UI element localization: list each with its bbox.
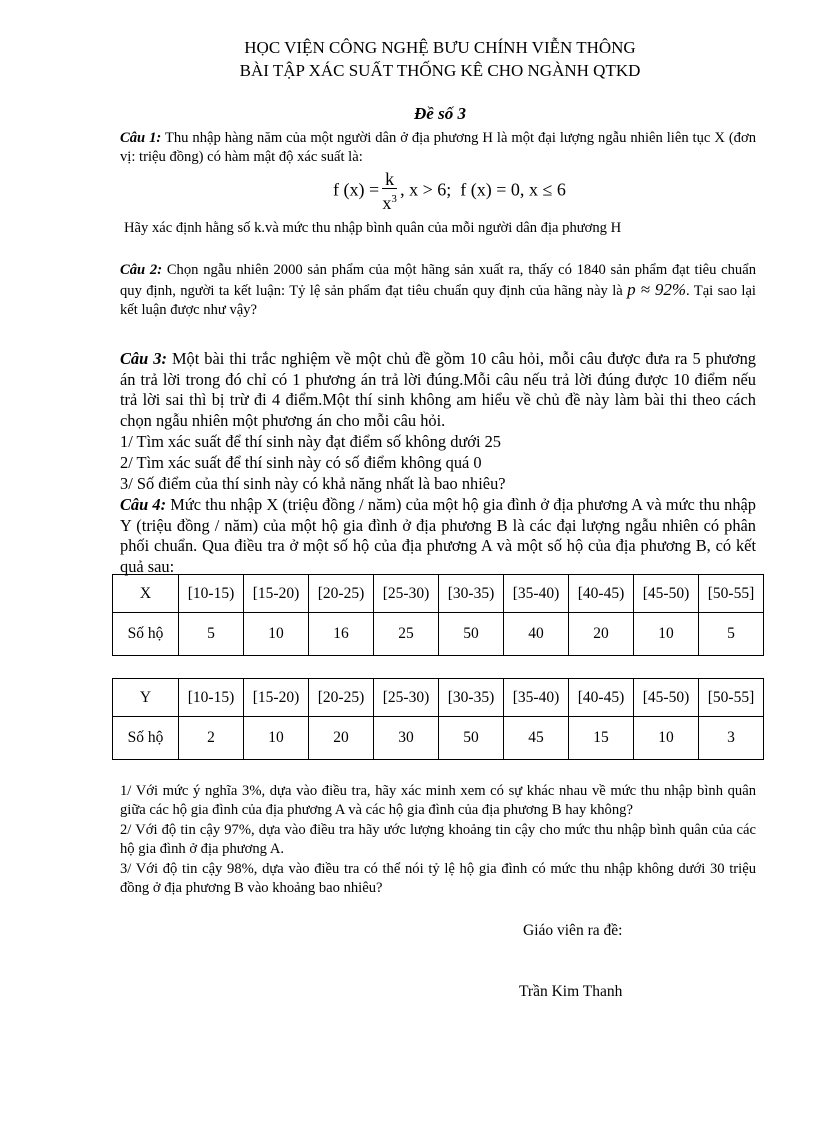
formula-denominator: x xyxy=(382,193,392,213)
formula-lhs-2: f (x) = 0, xyxy=(460,179,525,200)
table-cell: [30-35) xyxy=(439,679,504,717)
table-cell: [35-40) xyxy=(504,575,569,613)
table-cell: [25-30) xyxy=(374,679,439,717)
table-y-var: Y xyxy=(113,679,179,717)
question-4-label: Câu 4: xyxy=(120,495,167,514)
institution-heading: HỌC VIỆN CÔNG NGHỆ BƯU CHÍNH VIỄN THÔNG xyxy=(244,38,636,57)
table-y-header-row xyxy=(113,679,764,717)
question-3 xyxy=(120,349,756,431)
table-x-var: X xyxy=(113,575,179,613)
table-cell: [35-40) xyxy=(504,679,569,717)
table-x-header-row xyxy=(113,575,764,613)
signature-name: Trần Kim Thanh xyxy=(519,983,623,1000)
table-cell: 20 xyxy=(309,717,374,760)
question-2 xyxy=(120,261,756,320)
table-y-count-row xyxy=(113,717,764,760)
table-cell: 50 xyxy=(439,613,504,656)
question-4-item-1: 1/ Với mức ý nghĩa 3%, dựa vào điều tra, hãy xác minh xem có sự khác nhau về mức thu nhập bình quân giữa các hộ gia đình của địa phương A và các hộ gia đình của địa phương B hay không? xyxy=(120,783,756,818)
table-cell: [15-20) xyxy=(244,679,309,717)
table-x-count-row xyxy=(113,613,764,656)
table-cell: [20-25) xyxy=(309,679,374,717)
question-3-item-3: 3/ Số điểm của thí sinh này có khả năng nhất là bao nhiêu? xyxy=(120,474,506,493)
table-cell: [40-45) xyxy=(569,679,634,717)
table-cell: [30-35) xyxy=(439,575,504,613)
signature-role: Giáo viên ra đề: xyxy=(523,922,623,939)
formula-exponent: 3 xyxy=(391,193,397,205)
table-cell: 15 xyxy=(569,717,634,760)
table-cell: [50-55] xyxy=(699,679,764,717)
question-1-ask: Hãy xác định hằng số k.và mức thu nhập bình quân của mỗi người dân địa phương H xyxy=(124,220,622,236)
density-formula xyxy=(333,170,566,218)
table-cell: 10 xyxy=(244,717,309,760)
table-cell: 10 xyxy=(634,613,699,656)
question-3-label: Câu 3: xyxy=(120,349,167,368)
table-cell: 5 xyxy=(179,613,244,656)
table-cell: [40-45) xyxy=(569,575,634,613)
question-4-item-3: 3/ Với độ tin cậy 98%, dựa vào điều tra có thể nói tỷ lệ hộ gia đình có mức thu nhập không dưới 30 triệu đồng ở địa phương B vào khoảng bao nhiêu? xyxy=(120,861,756,896)
income-table-y xyxy=(112,678,764,760)
table-cell: 25 xyxy=(374,613,439,656)
question-4 xyxy=(120,495,756,577)
table-cell: [10-15) xyxy=(179,679,244,717)
question-1 xyxy=(120,129,756,167)
exam-title: Đề số 3 xyxy=(414,104,466,123)
question-4-item-2: 2/ Với độ tin cậy 97%, dựa vào điều tra hãy ước lượng khoảng tin cậy cho mức thu nhập bình quân của các hộ gia đình ở địa phương A. xyxy=(120,822,756,857)
table-cell: [10-15) xyxy=(179,575,244,613)
question-2-label: Câu 2: xyxy=(120,262,163,278)
question-1-text: Thu nhập hàng năm của một người dân ở địa phương H là một đại lượng ngẫu nhiên liên tục X (đơn vị: triệu đồng) có hàm mật độ xác suất là: xyxy=(120,130,756,165)
table-cell: [15-20) xyxy=(244,575,309,613)
table-cell: 10 xyxy=(634,717,699,760)
table-cell: [50-55] xyxy=(699,575,764,613)
table-cell: [20-25) xyxy=(309,575,374,613)
table-cell: [25-30) xyxy=(374,575,439,613)
table-cell: 30 xyxy=(374,717,439,760)
table-cell: 45 xyxy=(504,717,569,760)
table-y-row-label: Số hộ xyxy=(113,717,179,760)
course-heading: BÀI TẬP XÁC SUẤT THỐNG KÊ CHO NGÀNH QTKD xyxy=(239,61,641,80)
income-table-x xyxy=(112,574,764,656)
table-cell: 2 xyxy=(179,717,244,760)
question-3-item-2: 2/ Tìm xác suất để thí sinh này có số điểm không quá 0 xyxy=(120,453,482,472)
table-cell: 3 xyxy=(699,717,764,760)
table-cell: 40 xyxy=(504,613,569,656)
table-cell: [45-50) xyxy=(634,679,699,717)
table-cell: [45-50) xyxy=(634,575,699,613)
formula-lhs-1: f (x) = xyxy=(333,179,380,200)
formula-condition-2: x ≤ 6 xyxy=(528,179,566,200)
question-2-text: Chọn ngẫu nhiên 2000 sản phẩm của một hãng sản xuất ra, thấy có 1840 sản phẩm đạt tiêu chuẩn quy định, người ta kết luận: Tỷ lệ sản phẩm đạt tiêu chuẩn quy định của hãng này là xyxy=(120,262,757,299)
formula-fraction xyxy=(382,170,397,213)
question-2-tail: . Tại sao lại kết luận được như vậy? xyxy=(120,283,756,318)
table-x-row-label: Số hộ xyxy=(113,613,179,656)
question-3-item-1: 1/ Tìm xác suất để thí sinh này đạt điểm số không dưới 25 xyxy=(120,432,501,451)
table-cell: 16 xyxy=(309,613,374,656)
formula-condition-1: , x > 6; xyxy=(400,179,452,200)
question-2-estimate: p ≈ 92% xyxy=(627,280,687,299)
table-cell: 5 xyxy=(699,613,764,656)
table-cell: 20 xyxy=(569,613,634,656)
table-cell: 50 xyxy=(439,717,504,760)
question-3-text: Một bài thi trắc nghiệm về một chủ đề gồm 10 câu hỏi, mỗi câu được đưa ra 5 phương án trả lời trong đó chỉ có 1 phương án trả lời đúng.Mỗi câu nếu trả lời đúng được 10 điểm nếu trả lời sai thì bị trừ đi 4 điểm.Một thí sinh không am hiểu về chủ đề này làm bài thi theo cách chọn ngẫu nhiên một phương án cho mỗi câu hỏi. xyxy=(120,349,756,430)
question-1-label: Câu 1: xyxy=(120,130,162,146)
question-4-text: Mức thu nhập X (triệu đồng / năm) của một hộ gia đình ở địa phương A và mức thu nhập Y (triệu đồng / năm) của một hộ gia đình ở địa phương B là các đại lượng ngẫu nhiên có phân phối chuẩn. Qua điều tra ở một số hộ của địa phương A và một số hộ của địa phương B, có kết quả sau: xyxy=(120,495,756,576)
table-cell: 10 xyxy=(244,613,309,656)
formula-numerator: k xyxy=(382,170,397,189)
